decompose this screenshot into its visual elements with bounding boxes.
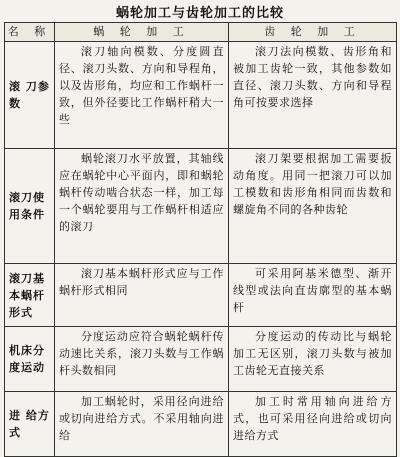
table-row xyxy=(5,392,397,457)
document-title: 蜗轮加工与齿轮加工的比较 xyxy=(115,6,284,21)
table-header-row xyxy=(5,23,397,42)
header-worm-gear-machining: 蜗 轮 加 工 xyxy=(55,23,229,42)
gear-cell: 可采用阿基米德型、渐开线型或法向直齿廓型的基本蜗杆 xyxy=(229,264,397,327)
gear-cell: 滚刀架要根据加工需要扳动角度。用同一把滚刀可以加工模数和齿形角相同而齿数和螺旋角不同的各种齿轮 xyxy=(229,149,397,264)
row-name: 机床分度运动 xyxy=(5,327,55,392)
header-name: 名 称 xyxy=(5,23,55,42)
table-row xyxy=(5,149,397,264)
worm-cell: 蜗轮滚刀水平放置，其轴线应在蜗轮中心平面内，即和蜗轮蜗杆传动啮合状态一样，加工每一个蜗轮要用与工作蜗杆相适应的滚刀 xyxy=(55,149,229,264)
gear-cell: 分度运动的传动比与蜗轮加工无区别，滚刀头数与被加工齿轮无直接关系 xyxy=(229,327,397,392)
worm-cell: 滚刀轴向模数、分度圆直径、滚刀头数、方向和导程角，以及齿形角，均应和工作蜗杆一致，但外径要比工作蜗杆稍大一些 xyxy=(55,42,229,149)
gear-cell: 加工时常用轴向进给方式，也可采用径向进给或切向进给方式 xyxy=(229,392,397,457)
worm-cell: 加工蜗轮时，采用径向进给或切向进给方式。不采用轴向进给 xyxy=(55,392,229,457)
row-name: 滚刀基本蜗杆形式 xyxy=(5,264,55,327)
table-row xyxy=(5,327,397,392)
table-row xyxy=(5,42,397,149)
worm-cell: 滚刀基本蜗杆形式应与工作蜗杆形式相同 xyxy=(55,264,229,327)
header-gear-machining: 齿 轮 加 工 xyxy=(229,23,397,42)
row-name: 进 给方式 xyxy=(5,392,55,457)
comparison-table xyxy=(4,22,397,457)
gear-cell: 滚刀法向模数、齿形角和被加工齿轮一致，其他参数如直径、滚刀头数、方向和导程角可按要求选择 xyxy=(229,42,397,149)
row-name: 滚刀使用条件 xyxy=(5,149,55,264)
row-name: 滚 刀参数 xyxy=(5,42,55,149)
table-row xyxy=(5,264,397,327)
worm-cell: 分度运动应符合蜗轮蜗杆传动速比关系，滚刀头数与工作蜗杆头数相同 xyxy=(55,327,229,392)
